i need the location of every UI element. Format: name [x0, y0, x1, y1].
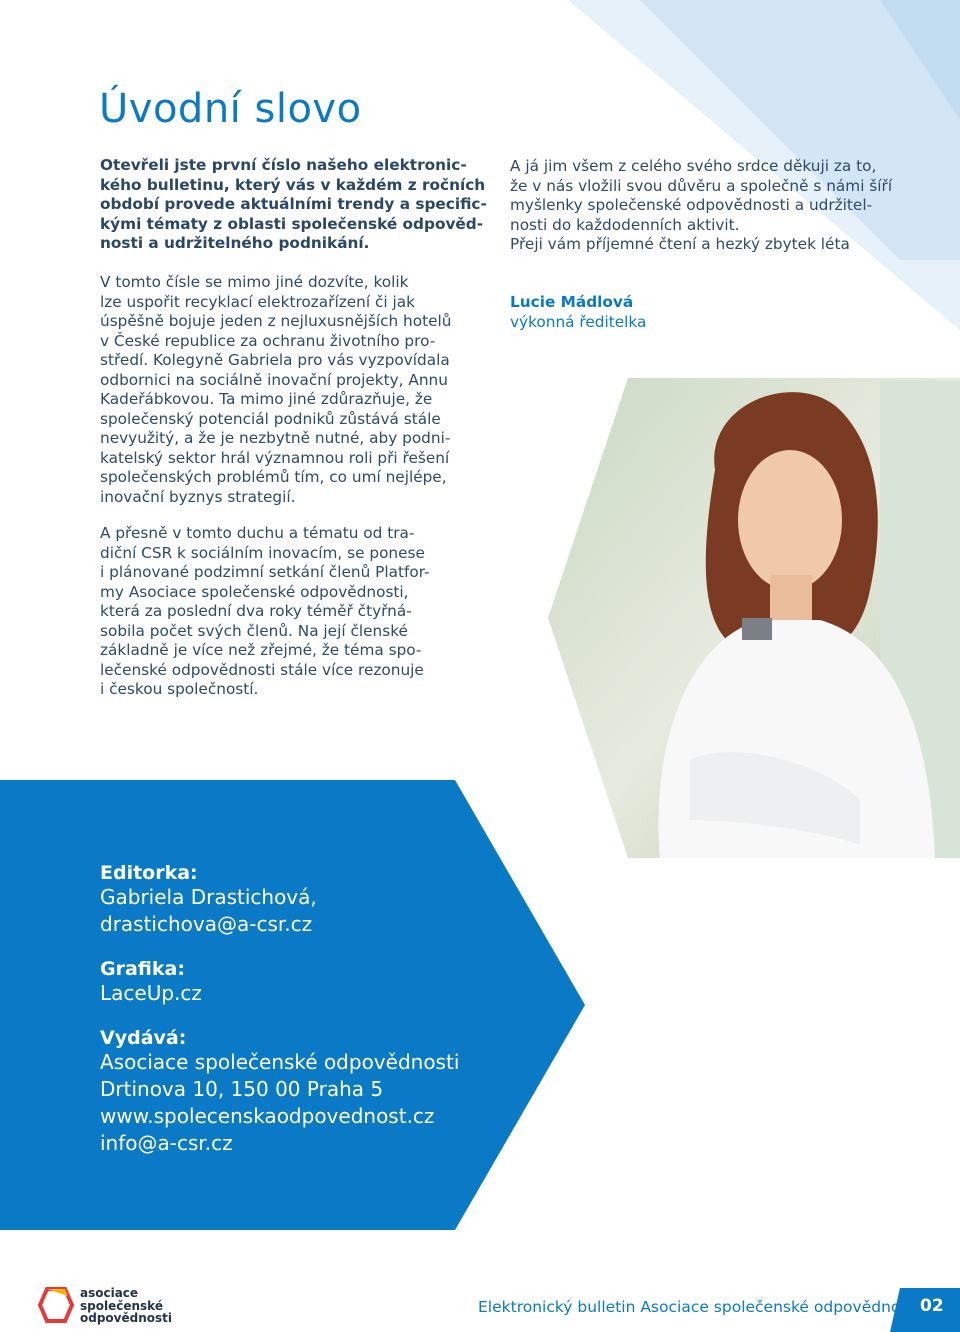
- publisher-line: www.spolecenskaodpovednost.cz: [100, 1104, 435, 1128]
- body-paragraph-2: [100, 524, 430, 700]
- association-logo-icon: [38, 1287, 74, 1323]
- body-line: středí. Kolegyně Gabriela pro vás vyzpovídala: [100, 351, 450, 369]
- editor-block: [100, 862, 317, 938]
- editor-label: Editorka:: [100, 862, 198, 884]
- body-line: odbornici na sociálně inovační projekty, Annu: [100, 370, 448, 389]
- graphics-block: [100, 958, 202, 1007]
- body-line: i českou společností.: [100, 680, 259, 698]
- signature-role: výkonná ředitelka: [510, 313, 647, 331]
- intro-line: kými tématy z oblasti společenské odpověd-: [100, 214, 484, 233]
- body-line: katelský sektor hrál významnou roli při řešení: [100, 448, 450, 467]
- logo-line: odpovědnosti: [80, 1311, 172, 1325]
- body-line: lečenské odpovědnosti stále více rezonuje: [100, 660, 424, 679]
- page-number: 02: [920, 1296, 944, 1316]
- intro-paragraph: [100, 156, 487, 254]
- body-line: že v nás vložili svou důvěru a společně s námi šíří: [510, 176, 893, 195]
- body-line: úspěšně bojuje jeden z nejluxusnějších hotelů: [100, 312, 452, 330]
- publisher-line: info@a-csr.cz: [100, 1131, 233, 1155]
- body-line: v České republice za ochranu životního pro-: [100, 331, 436, 350]
- body-line: my Asociace společenské odpovědnosti,: [100, 582, 409, 601]
- footer-bulletin-title: Elektronický bulletin Asociace společenské odpovědnosti: [478, 1298, 919, 1316]
- logo-line: asociace: [80, 1286, 139, 1300]
- body-line: i plánované podzimní setkání členů Platfor-: [100, 563, 430, 581]
- signature-name: Lucie Mádlová: [510, 293, 634, 311]
- publisher-line: Drtinova 10, 150 00 Praha 5: [100, 1077, 384, 1101]
- body-line: lze uspořit recyklací elektrozařízení či jak: [100, 292, 415, 311]
- body-line: nosti do každodenních aktivit.: [510, 215, 740, 234]
- logo-line: společenské: [80, 1298, 163, 1313]
- logo-text: [80, 1287, 172, 1325]
- body-line: A přesně v tomto duchu a tématu od tra-: [100, 524, 415, 542]
- body-line: diční CSR k sociálním inovacím, se ponese: [100, 543, 425, 562]
- body-line: myšlenky společenské odpovědnosti a udržitel-: [510, 196, 873, 214]
- body-line: sobila počet svých členů. Na její členské: [100, 621, 408, 640]
- intro-line: období provede aktuálními trendy a specific-: [100, 195, 487, 213]
- publisher-line: Asociace společenské odpovědnosti: [100, 1050, 460, 1074]
- editor-line: Gabriela Drastichová,: [100, 885, 317, 909]
- intro-line: kého bulletinu, který vás v každém z ročních: [100, 175, 486, 194]
- publisher-label: Vydává:: [100, 1027, 187, 1049]
- body-line: A já jim všem z celého svého srdce děkuji za to,: [510, 157, 877, 175]
- publisher-block: [100, 1027, 459, 1157]
- body-line: která za poslední dva roky téměř čtyřná-: [100, 602, 412, 620]
- body-line: inovační byznys strategií.: [100, 487, 296, 506]
- editor-line: drastichova@a-csr.cz: [100, 912, 313, 936]
- body-line: nevyužitý, a že je nezbytně nutné, aby podni-: [100, 429, 451, 447]
- body-line: společenských problémů tím, co umí nejlépe,: [100, 468, 447, 486]
- intro-line: nosti a udržitelného podnikání.: [100, 234, 370, 252]
- right-paragraph: [510, 157, 892, 255]
- page-title: Úvodní slovo: [99, 86, 362, 132]
- graphics-label: Grafika:: [100, 958, 185, 980]
- intro-line: Otevřeli jste první číslo našeho elektronic-: [100, 156, 467, 174]
- body-line: Přeji vám příjemné čtení a hezký zbytek léta: [510, 235, 850, 253]
- graphics-line: LaceUp.cz: [100, 981, 202, 1005]
- body-line: společenský potenciál podniků zůstává stále: [100, 409, 441, 428]
- body-line: základně je více než zřejmé, že téma spo-: [100, 641, 422, 659]
- body-line: V tomto čísle se mimo jiné dozvíte, kolik: [100, 273, 409, 291]
- body-paragraph-1: [100, 273, 451, 507]
- body-line: Kadeřábkovou. Ta mimo jiné zdůrazňuje, že: [100, 390, 433, 408]
